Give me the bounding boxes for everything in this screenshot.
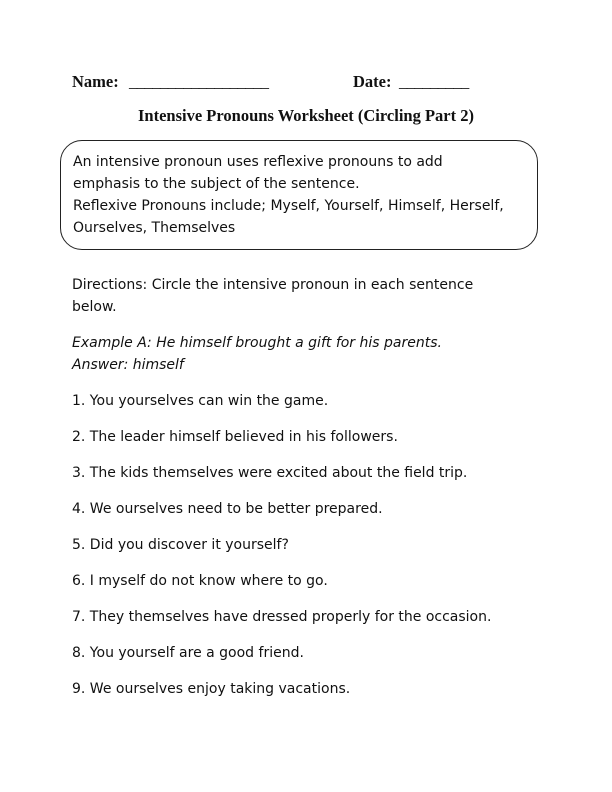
directions-line: below. (72, 299, 117, 315)
question-item: 8. You yourself are a good friend. (72, 645, 304, 661)
definition-box (60, 140, 538, 250)
question-item: 9. We ourselves enjoy taking vacations. (72, 681, 351, 697)
definition-line: emphasis to the subject of the sentence. (73, 176, 360, 192)
date-label: Date: (353, 72, 392, 91)
example-sentence: Example A: He himself brought a gift for his parents. (72, 335, 442, 351)
directions (72, 274, 522, 318)
date-blank-line: _________ (399, 72, 469, 91)
question-item: 6. I myself do not know where to go. (72, 573, 328, 589)
question-item: 4. We ourselves need to be better prepared. (72, 501, 383, 517)
definition-line: An intensive pronoun uses reflexive pronouns to add (73, 154, 443, 170)
question-item: 2. The leader himself believed in his followers. (72, 429, 398, 445)
question-item: 7. They themselves have dressed properly for the occasion. (72, 609, 492, 625)
example-block (72, 332, 532, 376)
definition-line: Reflexive Pronouns include; Myself, Yourself, Himself, Herself, (73, 198, 504, 214)
worksheet-title: Intensive Pronouns Worksheet (Circling Part 2) (138, 106, 474, 125)
definition-line: Ourselves, Themselves (73, 220, 236, 236)
question-item: 5. Did you discover it yourself? (72, 537, 289, 553)
directions-line: Directions: Circle the intensive pronoun in each sentence (72, 277, 474, 293)
name-label: Name: (72, 72, 119, 91)
question-item: 3. The kids themselves were excited about the field trip. (72, 465, 468, 481)
example-answer: Answer: himself (72, 357, 184, 373)
question-item: 1. You yourselves can win the game. (72, 393, 329, 409)
name-blank-line: __________________ (129, 72, 269, 91)
worksheet-header (72, 72, 542, 96)
